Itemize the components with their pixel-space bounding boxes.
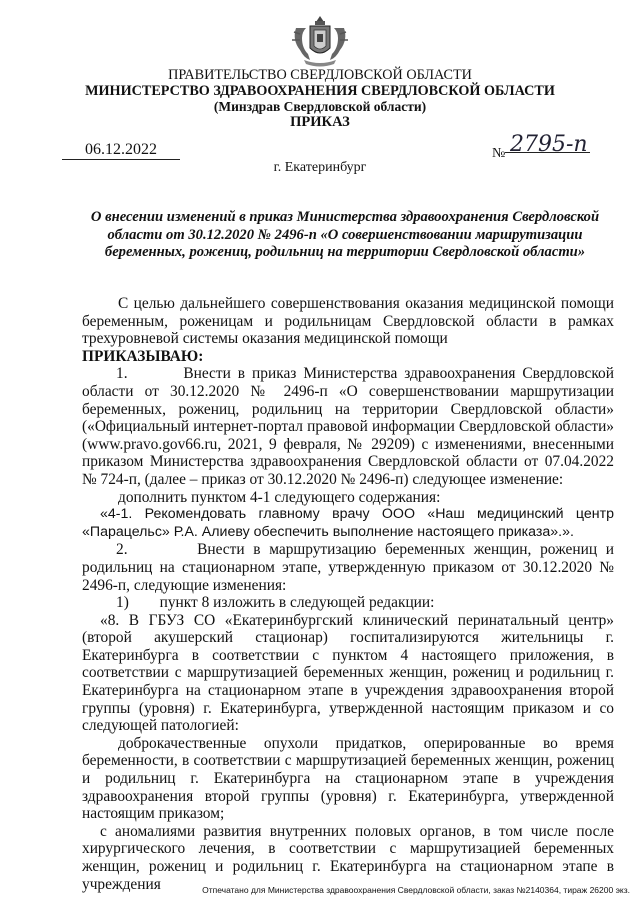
number-underline — [505, 152, 590, 153]
document-date: 06.12.2022 — [62, 141, 180, 160]
document-number: 2795-п — [510, 132, 588, 157]
print-footer: Отпечатано для Министерства здравоохранения Свердловской области, заказ №2140364, тираж 26200 экз. — [202, 885, 630, 895]
item-1-quote: «4-1. Рекомендовать главному врачу ООО «Наш медицинский центр «Парацельс» Р.А. Алиеву обеспечить выполнение настоящего приказа».». — [82, 506, 614, 540]
item-2-pathology-1: доброкачественные опухоли придатков, оперированные во время беременности, в соответствии с маршрутизацией беременных женщин, рожениц и родильниц г. Екатеринбурга на стационарном этапе в учреждения здравоохранения второй группы (уровня) г. Екатеринбурга, утвержденной настоящим приказом; — [82, 734, 614, 823]
ministry-name: МИНИСТЕРСТВО ЗДРАВООХРАНЕНИЯ СВЕРДЛОВСКОЙ ОБЛАСТИ — [85, 83, 555, 99]
number-label: № — [492, 146, 506, 161]
item-2: 2. Внести в маршрутизацию беременных женщин, рожениц и родильниц на стационарном этапе, утвержденную приказом от 30.12.2020 № 2496-п, следующие изменения: — [82, 541, 614, 594]
intro-paragraph: С целью дальнейшего совершенствования оказания медицинской помощи беременным, роженицам и родильницам Свердловской области в рамках трехуровневой системы оказания медицинской помощи — [82, 295, 614, 348]
ministry-short-name: (Минздрав Свердловской области) — [213, 99, 427, 114]
item-2-sub-1: 1) пункт 8 изложить в следующей редакции: — [116, 594, 435, 612]
document-type: ПРИКАЗ — [290, 114, 350, 130]
government-name: ПРАВИТЕЛЬСТВО СВЕРДЛОВСКОЙ ОБЛАСТИ — [168, 67, 472, 83]
document-body — [82, 295, 614, 893]
item-1: 1. Внести в приказ Министерства здравоохранения Свердловской области от 30.12.2020 № 2496-п «О совершенствовании маршрутизации беременных, рожениц, родильниц на территории Свердловской области» («Официальный интернет-портал правовой информации Свердловской области» (www.pravo.gov66.ru, 2021, 9 февраля, № 29209) с изменениями, внесенными приказом Министерства здравоохранения Свердловской области от 07.04.2022 № 724-п, (далее – приказ от 30.12.2020 № 2496-п) следующее изменение: — [82, 365, 614, 488]
item-2-pathology-2: с аномалиями развития внутренних половых органов, в том числе после хирургического лечения, в соответствии с маршрутизацией беременных женщин, рожениц и родильниц г. Екатеринбурга на стационарном этапе в учреждения — [82, 822, 614, 893]
item-2-quote: «8. В ГБУЗ СО «Екатеринбургский клинический перинатальный центр» (второй акушерский стационар) госпитализируются жительницы г. Екатеринбурга в соответствии с пунктом 4 настоящего приложения, в соответствии с маршрутизацией беременных женщин, рожениц и родильниц г. Екатеринбурга на стационарном этапе в учреждения здравоохранения второй группы (уровня) г. Екатеринбурга, утвержденной настоящим приказом и со следующей патологией: — [82, 611, 614, 735]
document-title: О внесении изменений в приказ Министерства здравоохранения Свердловской области от 30.12.2020 № 2496-п «О совершенствовании маршрутизации беременных, рожениц, родильниц на территории Свердловской области» — [90, 209, 600, 260]
item-1-add: дополнить пунктом 4-1 следующего содержания: — [118, 488, 441, 506]
coat-of-arms-icon — [290, 14, 350, 68]
city: г. Екатеринбург — [273, 160, 367, 175]
order-word: ПРИКАЗЫВАЮ: — [82, 347, 204, 365]
